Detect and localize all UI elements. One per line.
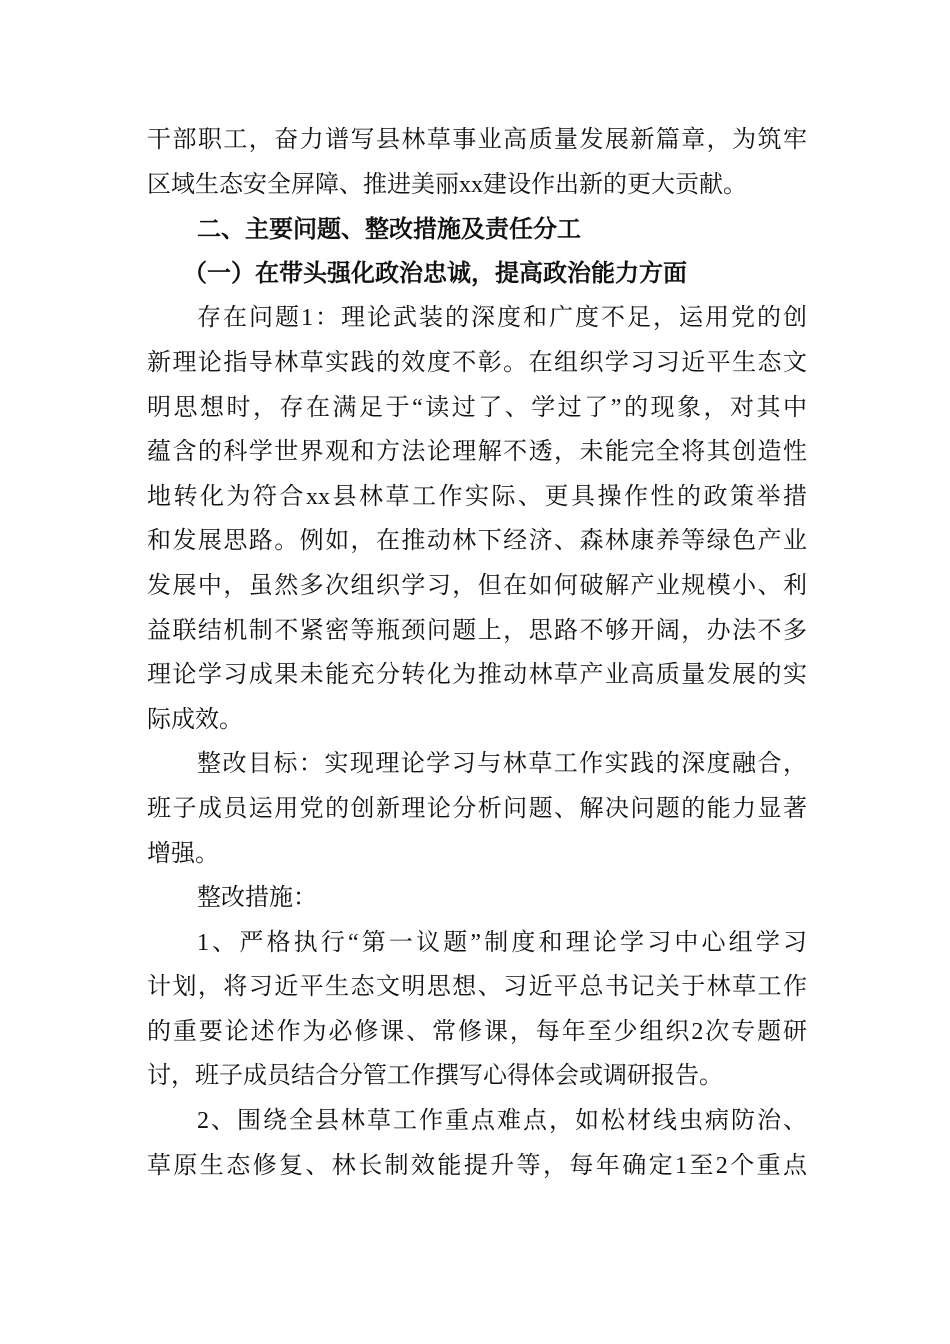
- section-heading: [147, 207, 807, 252]
- text-line: 整改目标：实现理论学习与林草工作实践的深度融合，: [197, 751, 807, 778]
- text-line: 地转化为符合xx县林草工作实际、更具操作性的政策举措: [147, 483, 807, 510]
- paragraph: [147, 921, 807, 1099]
- text-line: 讨，班子成员结合分管工作撰写心得体会或调研报告。: [147, 1063, 723, 1090]
- text-line: 蕴含的科学世界观和方法论理解不透，未能完全将其创造性: [147, 439, 807, 466]
- text-line: 发展中，虽然多次组织学习，但在如何破解产业规模小、利: [147, 572, 807, 599]
- text-line: 二、主要问题、整改措施及责任分工: [197, 215, 581, 244]
- text-line: 存在问题1：理论武装的深度和广度不足，运用党的创: [197, 305, 807, 332]
- text-line: 整改措施：: [197, 885, 317, 912]
- text-line: 的重要论述作为必修课、常修课，每年至少组织2次专题研: [147, 1018, 807, 1045]
- text-line: 增强。: [147, 840, 219, 867]
- text-line: 计划，将习近平生态文明思想、习近平总书记关于林草工作: [147, 974, 807, 1001]
- document-page: [147, 118, 807, 1188]
- paragraph: [147, 1099, 807, 1188]
- paragraph: [147, 296, 807, 742]
- text-line: （一）在带头强化政治忠诚，提高政治能力方面: [183, 260, 687, 287]
- paragraph: [147, 876, 807, 921]
- paragraph: [147, 742, 807, 876]
- text-line: 草原生态修复、林长制效能提升等，每年确定1至2个重点: [147, 1152, 807, 1179]
- text-line: 1、严格执行“第一议题”制度和理论学习中心组学习: [197, 929, 807, 956]
- paragraph: [147, 118, 807, 207]
- text-line: 和发展思路。例如，在推动林下经济、森林康养等绿色产业: [147, 528, 807, 555]
- text-line: 新理论指导林草实践的效度不彰。在组织学习习近平生态文: [147, 349, 807, 376]
- text-line: 2、围绕全县林草工作重点难点，如松材线虫病防治、: [197, 1108, 807, 1135]
- text-line: 理论学习成果未能充分转化为推动林草产业高质量发展的实: [147, 662, 807, 689]
- subsection-heading: [147, 252, 807, 297]
- text-line: 明思想时，存在满足于“读过了、学过了”的现象，对其中: [147, 394, 807, 421]
- text-line: 干部职工，奋力谱写县林草事业高质量发展新篇章，为筑牢: [147, 127, 807, 153]
- text-line: 际成效。: [147, 706, 243, 733]
- text-line: 班子成员运用党的创新理论分析问题、解决问题的能力显著: [147, 795, 807, 822]
- text-line: 益联结机制不紧密等瓶颈问题上，思路不够开阔，办法不多: [147, 617, 807, 644]
- text-line: 区域生态安全屏障、推进美丽xx建设作出新的更大贡献。: [147, 171, 747, 198]
